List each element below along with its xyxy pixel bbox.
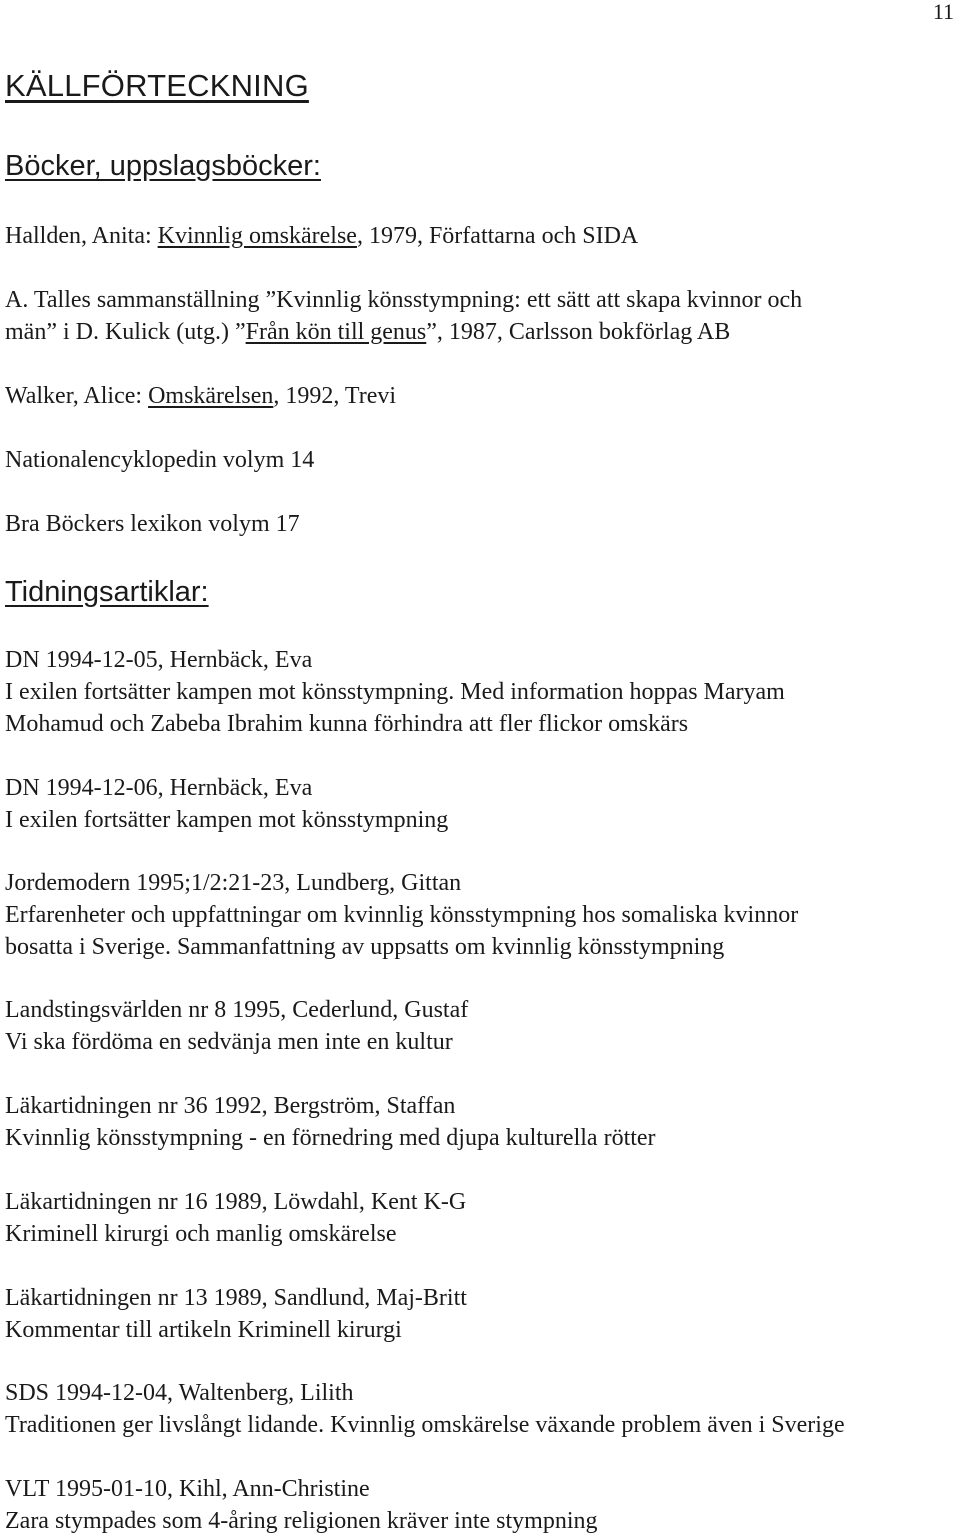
article-source: Läkartidningen nr 36 1992, Bergström, Staffan [5,1093,456,1119]
article-title: I exilen fortsätter kampen mot könsstympning [5,807,449,833]
article-entry [5,867,798,963]
articles-heading: Tidningsartiklar: [5,576,209,608]
article-entry [5,1377,845,1441]
article-title: bosatta i Sverige. Sammanfattning av uppsatts om kvinnlig könsstympning [5,934,725,960]
article-source: Landstingsvärlden nr 8 1995, Cederlund, Gustaf [5,997,469,1023]
book-entry: Bra Böckers lexikon volym 17 [5,511,300,537]
book-entry [5,381,396,412]
article-title: Zara stympades som 4-åring religionen kräver inte stympning [5,1508,598,1534]
article-title: Kvinnlig könsstympning - en förnedring med djupa kulturella rötter [5,1125,656,1151]
book-title: Från kön till genus [245,319,427,345]
book-entry [5,317,730,348]
book-entry-line: A. Talles sammanställning ”Kvinnlig könsstympning: ett sätt att skapa kvinnor och [5,287,803,313]
article-source: VLT 1995-01-10, Kihl, Ann-Christine [5,1476,370,1502]
article-title: Mohamud och Zabeba Ibrahim kunna förhindra att fler flickor omskärs [5,711,689,737]
article-source: Läkartidningen nr 16 1989, Löwdahl, Kent K-G [5,1189,467,1215]
article-title: Kriminell kirurgi och manlig omskärelse [5,1221,397,1247]
article-source: DN 1994-12-06, Hernbäck, Eva [5,775,313,801]
article-entry [5,1282,467,1346]
books-heading: Böcker, uppslagsböcker: [5,150,321,182]
article-title: Vi ska fördöma en sedvänja men inte en kultur [5,1029,453,1055]
book-source: män” i D. Kulick (utg.) ” [5,319,246,345]
book-details: , 1979, Författarna och SIDA [356,223,639,249]
book-author: Walker, Alice: [5,383,149,409]
page-title: KÄLLFÖRTECKNING [5,68,309,103]
book-entry [5,221,638,252]
article-source: Läkartidningen nr 13 1989, Sandlund, Maj-Britt [5,1285,467,1311]
book-entry: Nationalencyklopedin volym 14 [5,447,315,473]
book-details: , 1992, Trevi [273,383,397,409]
article-title: Traditionen ger livslångt lidande. Kvinnlig omskärelse växande problem även i Sverige [5,1412,845,1438]
article-title: Kommentar till artikeln Kriminell kirurgi [5,1317,402,1343]
book-details: ”, 1987, Carlsson bokförlag AB [426,319,731,345]
article-entry [5,644,785,740]
article-source: Jordemodern 1995;1/2:21-23, Lundberg, Gittan [5,870,462,896]
book-title: Omskärelsen [148,383,274,409]
page-number: 11 [932,0,954,24]
article-source: SDS 1994-12-04, Waltenberg, Lilith [5,1380,354,1406]
article-title: I exilen fortsätter kampen mot könsstympning. Med information hoppas Maryam [5,679,785,705]
article-title: Erfarenheter och uppfattningar om kvinnlig könsstympning hos somaliska kvinnor [5,902,799,928]
book-author: Hallden, Anita: [5,223,158,249]
article-source: DN 1994-12-05, Hernbäck, Eva [5,647,313,673]
book-title: Kvinnlig omskärelse [157,223,357,249]
article-entry [5,1186,466,1250]
article-entry [5,1473,598,1537]
article-entry [5,994,468,1058]
article-entry [5,772,448,836]
article-entry [5,1090,656,1154]
